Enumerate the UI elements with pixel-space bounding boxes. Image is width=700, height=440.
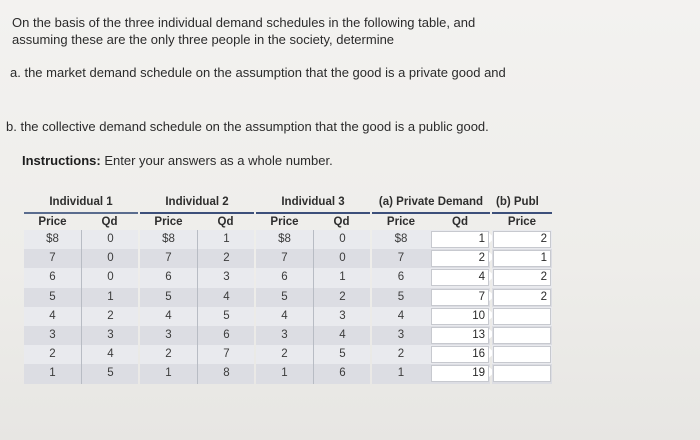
price-cell: $8 [46, 233, 59, 245]
table-row [492, 345, 552, 364]
qd-cell: 4 [313, 326, 371, 345]
price-header: Price [507, 216, 537, 228]
private-qd-input[interactable]: 7 [431, 289, 489, 306]
table-row [372, 326, 490, 345]
table-row [256, 268, 370, 287]
table-row [492, 288, 552, 307]
table-row [24, 345, 138, 364]
qd-cell: 2 [197, 249, 255, 268]
table-row [492, 249, 552, 268]
qd-cell: 1 [81, 288, 139, 307]
price-cell: 6 [165, 271, 172, 284]
price-cell: 4 [165, 309, 172, 322]
price-cell: $8 [278, 233, 291, 245]
price-cell: 4 [281, 309, 288, 322]
instructions-label: Instructions: [22, 153, 101, 168]
qd-cell: 3 [197, 268, 255, 287]
table-row [492, 364, 552, 383]
table-row [140, 326, 254, 345]
qd-cell: 6 [313, 364, 371, 383]
price-cell: 5 [397, 290, 405, 303]
table-row [24, 288, 138, 307]
table-body [372, 230, 490, 384]
price-cell: $8 [394, 233, 408, 245]
table-body [140, 230, 254, 384]
question-intro: On the basis of the three individual demand schedules in the following table, and assuming these are the only three people in the society, determine [12, 15, 476, 47]
price-cell: 2 [397, 348, 405, 361]
table-row [492, 268, 552, 287]
price-cell: 3 [397, 328, 405, 341]
qd-cell: 5 [313, 345, 371, 364]
group-title: Individual 3 [256, 193, 370, 214]
private-qd-input[interactable]: 4 [431, 269, 489, 286]
public-price-input[interactable]: 2 [493, 231, 551, 248]
table-row [24, 364, 138, 383]
price-header: Price [386, 216, 416, 228]
price-cell: 7 [49, 252, 56, 265]
price-cell: 6 [49, 271, 56, 284]
table-row [256, 364, 370, 383]
table-body [492, 230, 552, 384]
price-cell: 1 [397, 367, 405, 380]
instructions-text: Enter your answers as a whole number. [100, 153, 333, 168]
qd-cell: 0 [313, 230, 371, 249]
qd-cell: 0 [313, 249, 371, 268]
table-row [256, 307, 370, 326]
individual-2-group [140, 193, 254, 393]
table-row [140, 307, 254, 326]
individual-1-group [24, 193, 138, 393]
table-row [256, 249, 370, 268]
price-cell: 7 [397, 252, 405, 265]
table-row [24, 268, 138, 287]
table-row [256, 345, 370, 364]
price-cell: 2 [165, 348, 172, 361]
table-row [24, 249, 138, 268]
qd-cell: 0 [81, 230, 139, 249]
price-cell: 1 [165, 367, 172, 380]
price-cell: 5 [281, 290, 288, 303]
qd-cell: 8 [197, 364, 255, 383]
table-row [256, 326, 370, 345]
price-cell: 1 [49, 367, 56, 380]
qd-cell: 7 [197, 345, 255, 364]
table-row [372, 345, 490, 364]
table-row [24, 326, 138, 345]
price-header: Price [154, 216, 183, 228]
table-row [372, 268, 490, 287]
public-price-input[interactable]: 2 [493, 289, 551, 306]
price-header: Price [270, 216, 299, 228]
qd-cell: 1 [313, 268, 371, 287]
qd-cell: 2 [81, 307, 139, 326]
instructions [22, 153, 333, 168]
price-cell: 1 [281, 367, 288, 380]
table-row [140, 268, 254, 287]
public-price-input[interactable]: 1 [493, 250, 551, 267]
qd-cell: 4 [81, 345, 139, 364]
price-cell: 5 [165, 290, 172, 303]
qd-header: Qd [333, 216, 350, 228]
table-row [256, 288, 370, 307]
individual-3-group [256, 193, 370, 393]
table-row [492, 307, 552, 326]
table-body [256, 230, 370, 384]
qd-header: Qd [101, 216, 118, 228]
qd-cell: 2 [313, 288, 371, 307]
group-title: (a) Private Demand [372, 193, 490, 214]
qd-cell: 3 [313, 307, 371, 326]
qd-cell: 3 [81, 326, 139, 345]
qd-cell: 5 [81, 364, 139, 383]
price-cell: 4 [397, 309, 405, 322]
group-title: Individual 1 [24, 193, 138, 214]
group-title: Individual 2 [140, 193, 254, 214]
price-cell: 6 [397, 271, 405, 284]
part-a-text: a. the market demand schedule on the assumption that the good is a private good and [10, 65, 506, 80]
price-cell: 7 [281, 252, 288, 265]
price-cell: 3 [281, 328, 288, 341]
table-row [372, 230, 490, 249]
table-row [372, 307, 490, 326]
table-row [140, 288, 254, 307]
qd-cell: 6 [197, 326, 255, 345]
price-cell: 4 [49, 309, 56, 322]
qd-cell: 0 [81, 268, 139, 287]
question-part-b: b. the collective demand schedule on the assumption that the good is a public good. [6, 119, 489, 134]
qd-cell: 5 [197, 307, 255, 326]
price-cell: 7 [165, 252, 172, 265]
public-demand-group [492, 193, 552, 393]
price-cell: 6 [281, 271, 288, 284]
price-cell: 2 [281, 348, 288, 361]
private-qd-input[interactable]: 1 [431, 231, 489, 248]
table-row [140, 249, 254, 268]
table-row [492, 326, 552, 345]
table-row [24, 230, 138, 249]
price-cell: $8 [162, 233, 175, 245]
qd-cell: 1 [197, 230, 255, 249]
table-row [372, 288, 490, 307]
private-qd-input[interactable]: 2 [431, 250, 489, 267]
table-row [492, 230, 552, 249]
price-cell: 3 [49, 328, 56, 341]
question-part-a [10, 64, 530, 81]
price-cell: 2 [49, 348, 56, 361]
table-row [372, 249, 490, 268]
public-price-input[interactable] [493, 365, 551, 382]
table-row [256, 230, 370, 249]
table-row [372, 364, 490, 383]
qd-cell: 4 [197, 288, 255, 307]
price-header: Price [38, 216, 67, 228]
table-body [24, 230, 138, 384]
public-price-input[interactable] [493, 327, 551, 344]
public-price-input[interactable] [493, 308, 551, 325]
table-row [140, 364, 254, 383]
private-demand-group [372, 193, 490, 393]
private-qd-input[interactable]: 10 [431, 308, 489, 325]
private-qd-input[interactable]: 19 [431, 365, 489, 382]
price-cell: 3 [165, 328, 172, 341]
table-row [140, 230, 254, 249]
private-qd-input[interactable]: 16 [431, 346, 489, 363]
group-title: (b) Publ [492, 193, 552, 214]
qd-cell: 0 [81, 249, 139, 268]
private-qd-input[interactable]: 13 [431, 327, 489, 344]
price-cell: 5 [49, 290, 56, 303]
qd-header: Qd [217, 216, 234, 228]
table-row [24, 307, 138, 326]
qd-header: Qd [452, 216, 468, 228]
public-price-input[interactable] [493, 346, 551, 363]
public-price-input[interactable]: 2 [493, 269, 551, 286]
table-row [140, 345, 254, 364]
